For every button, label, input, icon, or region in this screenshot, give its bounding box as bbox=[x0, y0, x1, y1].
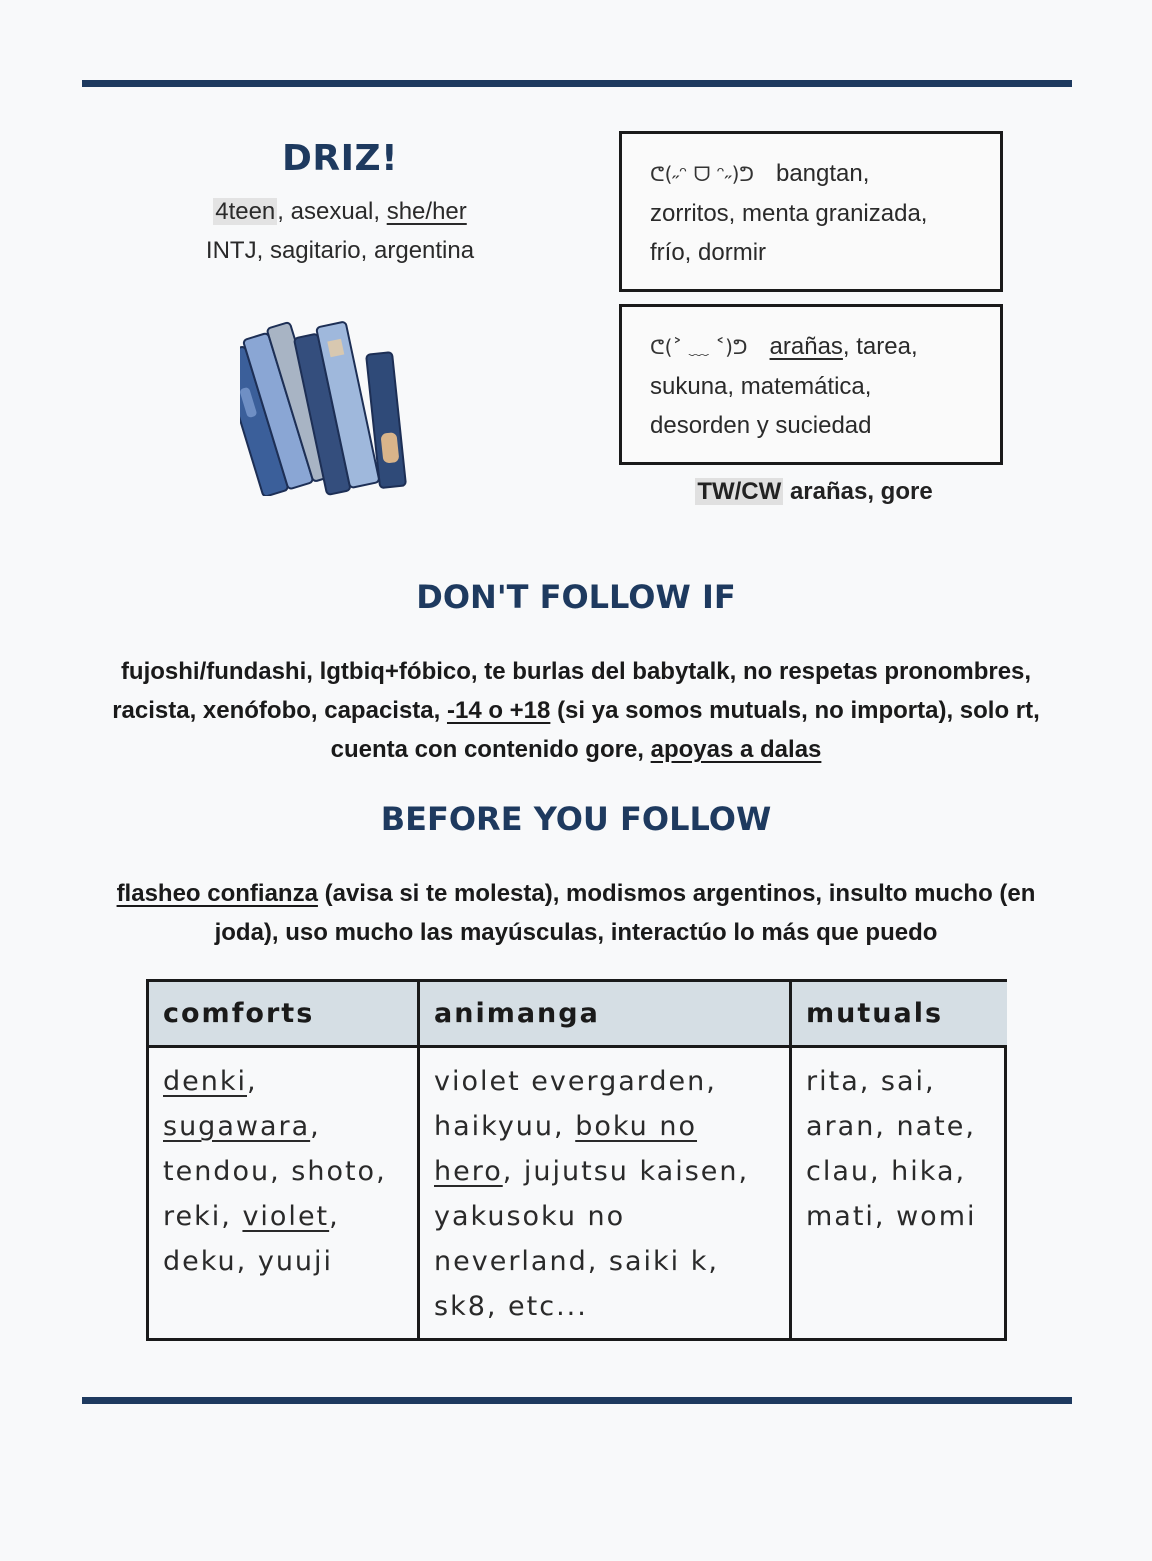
happy-kaomoji: ᕦ(˶ᵔ ᗜ ᵔ˶)ᕤ bbox=[650, 162, 754, 186]
dont-follow-part2: (si ya somos mutuals, no importa), solo rt, cuenta con contenido gore, bbox=[330, 697, 1040, 763]
animanga-item: haikyuu bbox=[434, 1111, 555, 1142]
trigger-warnings bbox=[619, 478, 1009, 506]
profile-name: DRIZ! bbox=[281, 138, 399, 179]
mbti-text: INTJ bbox=[205, 237, 257, 264]
before-follow-first: flasheo confianza bbox=[116, 880, 318, 907]
likes-line-3: frío, dormir bbox=[650, 239, 767, 266]
books-stack-icon bbox=[240, 316, 440, 496]
likes-line-1 bbox=[650, 154, 1000, 194]
animanga-item: violet evergarden bbox=[434, 1066, 707, 1097]
dislikes-rest: , tarea, bbox=[842, 333, 918, 360]
dont-follow-text bbox=[100, 652, 1052, 769]
dislikes-first: arañas bbox=[769, 333, 843, 360]
dislikes-box bbox=[619, 304, 1003, 465]
tw-label: TW/CW bbox=[697, 478, 782, 505]
dont-follow-last: apoyas a dalas bbox=[650, 736, 822, 763]
favorites-table bbox=[146, 979, 1007, 1341]
profile-line-2: INTJ, sagitario, argentina bbox=[205, 237, 475, 264]
comfort-item: tendou bbox=[163, 1156, 271, 1187]
comforts-column bbox=[149, 982, 417, 1338]
likes-first: bangtan, bbox=[775, 160, 870, 187]
upset-kaomoji: ᕦ(˃ ﹏ ˂)ᕤ bbox=[650, 335, 748, 359]
animanga-item: sk8, etc... bbox=[434, 1291, 588, 1322]
dont-follow-title: DON'T FOLLOW IF bbox=[416, 578, 736, 616]
animanga-item: jujutsu kaisen bbox=[523, 1156, 739, 1187]
profile-info bbox=[140, 192, 540, 270]
comforts-cell: denki, sugawara, tendou, shoto, reki, violet, deku, yuuji bbox=[163, 1066, 387, 1277]
likes-line-2: zorritos, menta granizada, bbox=[650, 200, 928, 227]
animanga-item: boku no hero bbox=[434, 1111, 698, 1187]
comfort-item: shoto bbox=[291, 1156, 377, 1187]
comfort-item: reki bbox=[163, 1201, 222, 1232]
mutuals-cell: rita, sai, aran, nate, clau, hika, mati, womi bbox=[806, 1066, 977, 1232]
age-text: 4teen bbox=[215, 198, 276, 225]
dont-follow-part1: fujoshi/fundashi, lgtbiq+fóbico, te burlas del babytalk, no respetas pronombres, racista, xenófobo, capacista, bbox=[112, 658, 1032, 724]
comfort-item: deku bbox=[163, 1246, 237, 1277]
dislikes-line-1 bbox=[650, 327, 1000, 367]
bottom-divider bbox=[82, 1397, 1072, 1404]
pronouns-text: she/her bbox=[386, 198, 467, 225]
comforts-header: comforts bbox=[149, 982, 417, 1048]
animanga-header: animanga bbox=[420, 982, 792, 1048]
comfort-item: sugawara bbox=[163, 1111, 311, 1142]
mutuals-header: mutuals bbox=[792, 982, 1007, 1048]
dislikes-line-3: desorden y suciedad bbox=[650, 412, 872, 439]
animanga-item: yakusoku no neverland bbox=[434, 1201, 626, 1277]
age-rule: -14 o +18 bbox=[446, 697, 551, 724]
top-divider bbox=[82, 80, 1072, 87]
country-text: argentina bbox=[374, 237, 475, 264]
comfort-item: yuuji bbox=[257, 1246, 334, 1277]
before-follow-rest: (avisa si te molesta), modismos argentinos, insulto mucho (en joda), uso mucho las mayúsculas, interactúo lo más que puedo bbox=[214, 880, 1036, 946]
mutuals-column bbox=[789, 982, 1007, 1338]
likes-box bbox=[619, 131, 1003, 292]
profile-line-1: 4teen, asexual, she/her bbox=[215, 198, 467, 225]
sign-text: sagitario bbox=[269, 237, 361, 264]
before-follow-text bbox=[105, 874, 1047, 952]
animanga-column bbox=[417, 982, 792, 1338]
sexuality-text: asexual bbox=[290, 198, 374, 225]
animanga-item: saiki k bbox=[608, 1246, 709, 1277]
dislikes-line-2: sukuna, matemática, bbox=[650, 373, 872, 400]
before-follow-title: BEFORE YOU FOLLOW bbox=[380, 800, 772, 838]
animanga-cell: violet evergarden, haikyuu, boku no hero, jujutsu kaisen, yakusoku no neverland, saiki k, sk8, etc... bbox=[434, 1066, 750, 1322]
comfort-item: denki bbox=[163, 1066, 247, 1097]
tw-items: arañas, gore bbox=[789, 478, 933, 505]
comfort-item: violet bbox=[242, 1201, 330, 1232]
